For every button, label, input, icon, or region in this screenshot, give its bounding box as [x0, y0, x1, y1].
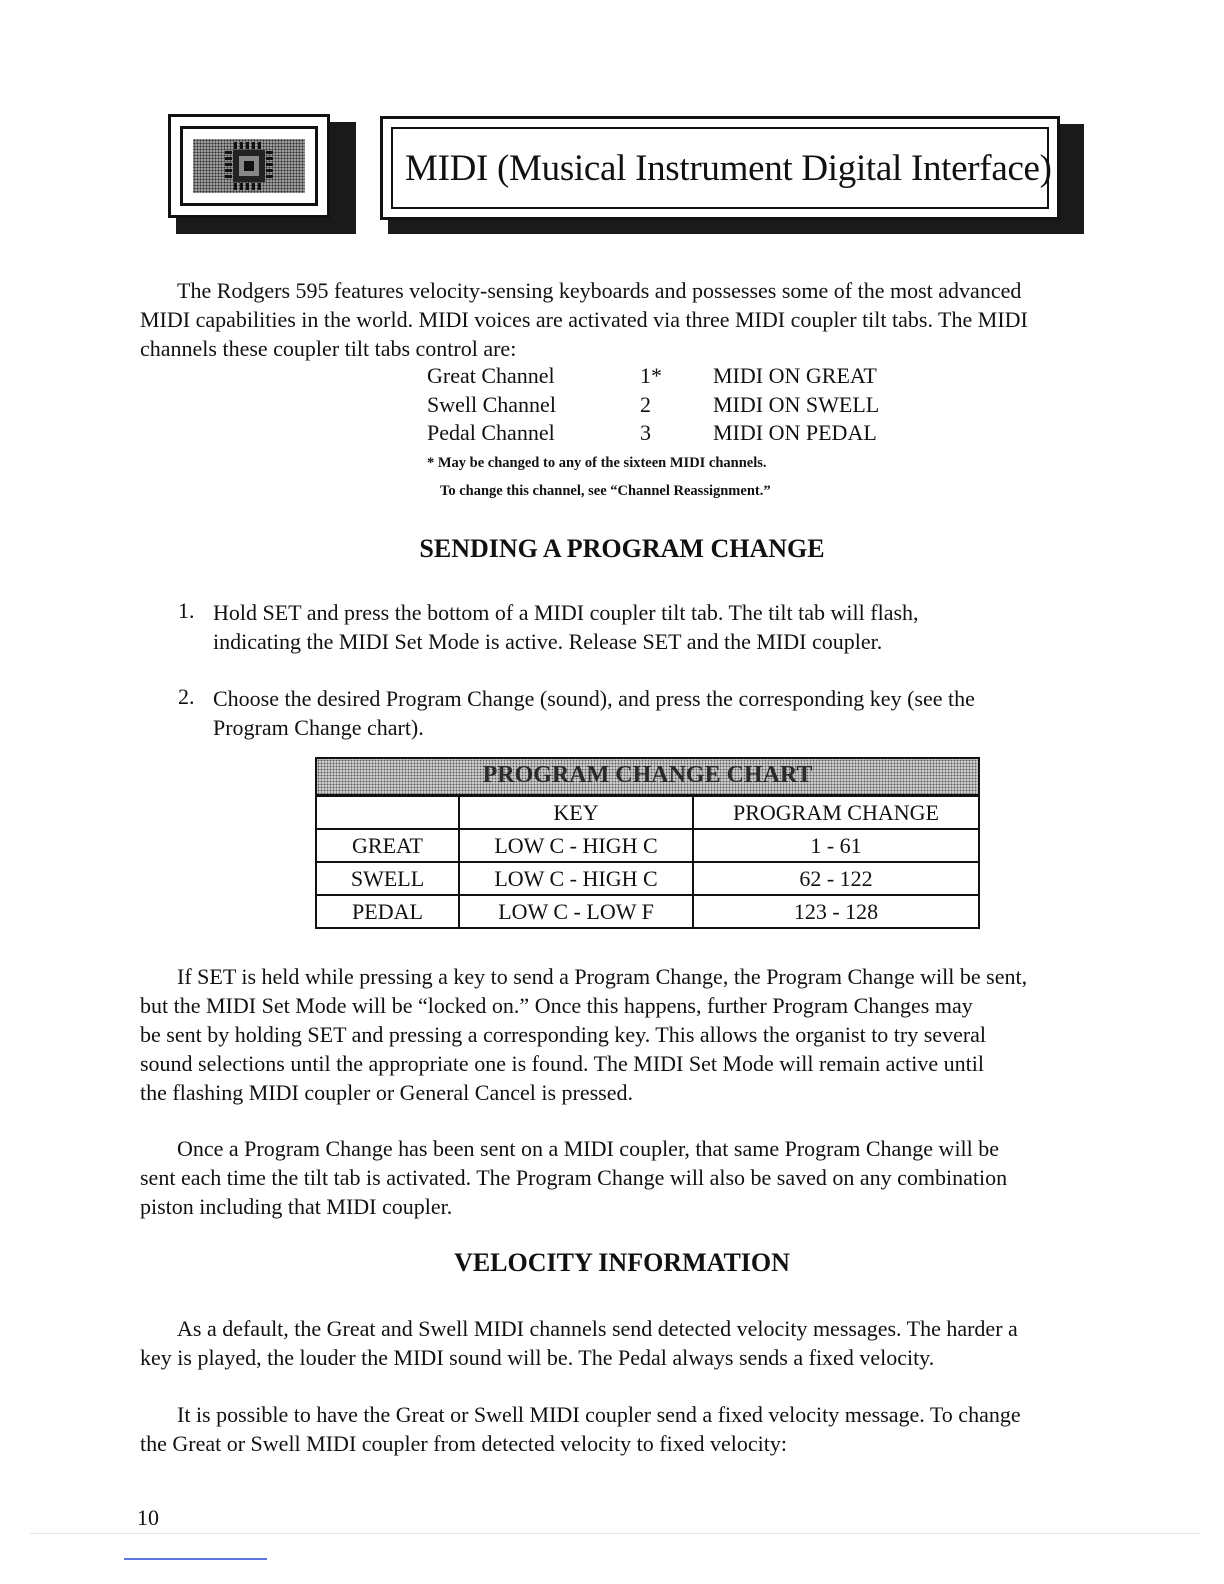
paragraph-line: Once a Program Change has been sent on a MIDI coupler, that same Program Change will be [177, 1136, 1000, 1161]
step-1 [213, 598, 1093, 656]
channel-name: Pedal Channel [427, 420, 555, 446]
table-row [317, 829, 978, 862]
table-row [317, 895, 978, 927]
paragraph-line: the Great or Swell MIDI coupler from detected velocity to fixed velocity: [140, 1431, 787, 1456]
chart-key-cell: LOW C - HIGH C [459, 829, 693, 862]
velocity-default-paragraph [140, 1314, 1115, 1372]
chart-division-cell: PEDAL [317, 895, 459, 927]
channel-number: 2 [640, 391, 651, 417]
chart-header-cell: PROGRAM CHANGE [693, 797, 978, 829]
paragraph-line: be sent by holding SET and pressing a corresponding key. This allows the organist to try several [140, 1022, 987, 1047]
channel-row [427, 362, 879, 391]
section-heading-velocity: VELOCITY INFORMATION [454, 1248, 790, 1277]
footnote-line-1: * May be changed to any of the sixteen MIDI channels. [427, 455, 767, 471]
chart-key-cell: LOW C - HIGH C [459, 862, 693, 895]
channel-row [427, 419, 879, 448]
coupler-memory-paragraph [140, 1134, 1115, 1221]
footnote-line-2: To change this channel, see “Channel Reassignment.” [440, 483, 771, 499]
paragraph-line: It is possible to have the Great or Swell MIDI coupler send a fixed velocity message. To change [177, 1402, 1021, 1427]
channel-number: 1* [640, 363, 662, 389]
paragraph-line: key is played, the louder the MIDI sound will be. The Pedal always sends a fixed velocity. [140, 1345, 935, 1370]
step-2 [213, 684, 1093, 742]
chart-division-cell: SWELL [317, 862, 459, 895]
step-number: 2. [178, 684, 195, 709]
channel-number: 3 [640, 420, 651, 446]
title-box [380, 116, 1060, 220]
footer-link-underline [124, 1558, 267, 1560]
footer-divider [30, 1533, 1200, 1534]
intro-paragraph [140, 276, 1115, 363]
page-title: MIDI (Musical Instrument Digital Interface) [405, 147, 1052, 189]
page-number: 10 [137, 1505, 159, 1530]
chart-table [317, 797, 978, 927]
paragraph-line: If SET is held while pressing a key to send a Program Change, the Program Change will be sent, [177, 964, 1028, 989]
chart-division-cell: GREAT [317, 829, 459, 862]
paragraph-line: As a default, the Great and Swell MIDI channels send detected velocity messages. The harder a [177, 1316, 1018, 1341]
locked-on-paragraph [140, 962, 1115, 1107]
channel-name: Great Channel [427, 363, 555, 389]
step-number: 1. [178, 598, 195, 623]
chart-header-cell: KEY [459, 797, 693, 829]
channel-coupler: MIDI ON PEDAL [713, 420, 877, 446]
midi-chip-logo [168, 114, 330, 218]
paragraph-line: sent each time the tilt tab is activated. The Program Change will also be saved on any combination [140, 1165, 1008, 1190]
chart-program-cell: 123 - 128 [693, 895, 978, 927]
fixed-velocity-paragraph [140, 1400, 1115, 1458]
chart-key-cell: LOW C - LOW F [459, 895, 693, 927]
channel-list [427, 362, 879, 448]
chart-header-row [317, 797, 978, 829]
section-heading-program-change: SENDING A PROGRAM CHANGE [419, 534, 825, 563]
chip-icon [223, 140, 275, 192]
paragraph-line: but the MIDI Set Mode will be “locked on.” Once this happens, further Program Changes may [140, 993, 973, 1018]
step-line: Choose the desired Program Change (sound), and press the corresponding key (see the [213, 686, 975, 711]
chart-program-cell: 62 - 122 [693, 862, 978, 895]
intro-line-3: channels these coupler tilt tabs control are: [140, 336, 517, 361]
channel-coupler: MIDI ON SWELL [713, 391, 880, 417]
table-row [317, 862, 978, 895]
channel-row [427, 391, 879, 420]
intro-line-1: The Rodgers 595 features velocity-sensing keyboards and possesses some of the most advanced [177, 278, 1022, 303]
program-change-chart [315, 757, 980, 929]
chart-header-cell [317, 797, 459, 829]
channel-coupler: MIDI ON GREAT [713, 363, 877, 389]
paragraph-line: the flashing MIDI coupler or General Cancel is pressed. [140, 1080, 634, 1105]
paragraph-line: piston including that MIDI coupler. [140, 1194, 453, 1219]
intro-line-2: MIDI capabilities in the world. MIDI voices are activated via three MIDI coupler tilt tabs. The MIDI [140, 307, 1028, 332]
paragraph-line: sound selections until the appropriate one is found. The MIDI Set Mode will remain active until [140, 1051, 984, 1076]
step-line: Hold SET and press the bottom of a MIDI coupler tilt tab. The tilt tab will flash, [213, 600, 919, 625]
chart-program-cell: 1 - 61 [693, 829, 978, 862]
channel-name: Swell Channel [427, 391, 556, 417]
chart-title: PROGRAM CHANGE CHART [317, 759, 978, 797]
step-line: indicating the MIDI Set Mode is active. Release SET and the MIDI coupler. [213, 629, 883, 654]
step-line: Program Change chart). [213, 715, 424, 740]
